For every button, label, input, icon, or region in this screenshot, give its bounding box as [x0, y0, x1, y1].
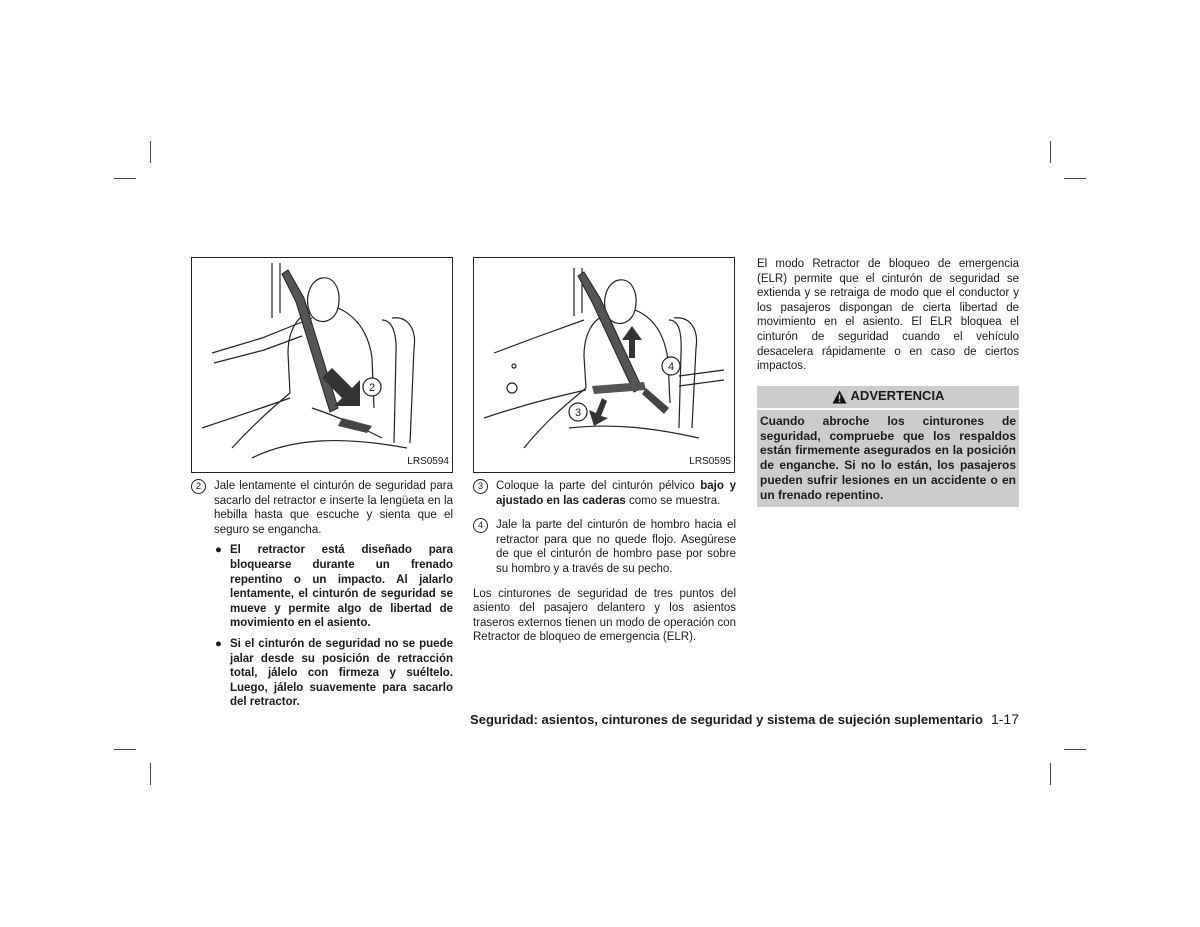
bullet-icon: ●	[215, 637, 222, 650]
bullet-text: Si el cinturón de seguridad no se puede jalar desde su posición de retracción total, jálelo con firmeza y suéltelo. Luego, jálelo suavemente para sacarlo del retractor.	[230, 637, 453, 709]
figure-marker-4: 4	[667, 361, 675, 373]
column-right	[757, 257, 1019, 507]
step-text-bold: bajo y ajustado en las caderas	[496, 480, 737, 507]
step-text-post: como se muestra.	[625, 494, 721, 507]
figure-fasten-belt	[191, 257, 453, 473]
page-footer	[300, 711, 1019, 727]
warning-title: ADVERTENCIA	[850, 388, 945, 404]
step-text: Jale lentamente el cinturón de seguridad para sacarlo del retractor e inserte la lengüeta en la hebilla hasta que escuche y sienta que el seguro se engancha.	[214, 480, 453, 536]
bullet-list	[191, 543, 453, 710]
seatbelt-illustration	[474, 258, 734, 472]
figure-code: LRS0595	[689, 456, 731, 468]
warning-triangle-icon	[832, 390, 847, 404]
step-3	[473, 479, 736, 508]
crop-mark	[150, 763, 151, 785]
paragraph-elr-intro: Los cinturones de seguridad de tres puntos del asiento del pasajero delantero y los asientos traseros externos tienen un modo de operación con Retractor de bloqueo de emergencia (ELR).	[473, 587, 736, 644]
figure-code: LRS0594	[407, 456, 449, 468]
paragraph-elr-mode: El modo Retractor de bloqueo de emergencia (ELR) permite que el cinturón de seguridad se extienda y se retraiga de modo que el conductor y los pasajeros dispongan de cierta libertad de movimiento en el asiento. El ELR bloquea el cinturón de seguridad cuando el vehículo desacelera rápidamente o en caso de ciertos impactos.	[757, 258, 1019, 373]
step-number: 2	[191, 479, 206, 494]
seatbelt-illustration	[192, 258, 452, 472]
crop-mark	[1050, 763, 1051, 785]
warning-box	[757, 386, 1019, 507]
page-number: 1-17	[990, 711, 1019, 727]
step-text: Jale la parte del cinturón de hombro hacia el retractor para que no quede flojo. Asegúrese de que el cinturón de hombro pase por sobre su hombro y a través de su pecho.	[496, 519, 736, 575]
figure-marker-3: 3	[574, 407, 582, 419]
crop-mark	[114, 749, 136, 750]
figure-marker-2: 2	[368, 382, 376, 394]
step-4	[473, 518, 736, 576]
list-item	[215, 637, 453, 710]
column-left	[191, 257, 453, 716]
crop-mark	[1064, 178, 1086, 179]
step-2	[191, 479, 453, 537]
bullet-text: El retractor está diseñado para bloquearse durante un frenado repentino o un impacto. Al jalarlo lentamente, el cinturón de seguridad se mueve y permite algo de libertad de movimiento en el asiento.	[230, 544, 453, 630]
crop-mark	[150, 141, 151, 163]
section-title: Seguridad: asientos, cinturones de seguridad y sistema de sujeción suplementario	[470, 712, 983, 727]
warning-header	[757, 386, 1019, 410]
crop-mark	[114, 178, 136, 179]
step-number: 4	[473, 518, 488, 533]
crop-mark	[1050, 141, 1051, 163]
step-number: 3	[473, 479, 488, 494]
bullet-icon: ●	[215, 544, 222, 557]
step-text-pre: Coloque la parte del cinturón pélvico	[496, 480, 701, 492]
list-item	[215, 543, 453, 631]
crop-mark	[1064, 749, 1086, 750]
figure-adjust-belt	[473, 257, 735, 473]
column-middle	[473, 257, 736, 645]
warning-text: Cuando abroche los cinturones de seguridad, compruebe que los respaldos están firmemente asegurados en la posición de enganche. Si no lo están, los pasajeros pueden sufrir lesiones en un accidente o en un frenado repentino.	[760, 413, 1016, 502]
